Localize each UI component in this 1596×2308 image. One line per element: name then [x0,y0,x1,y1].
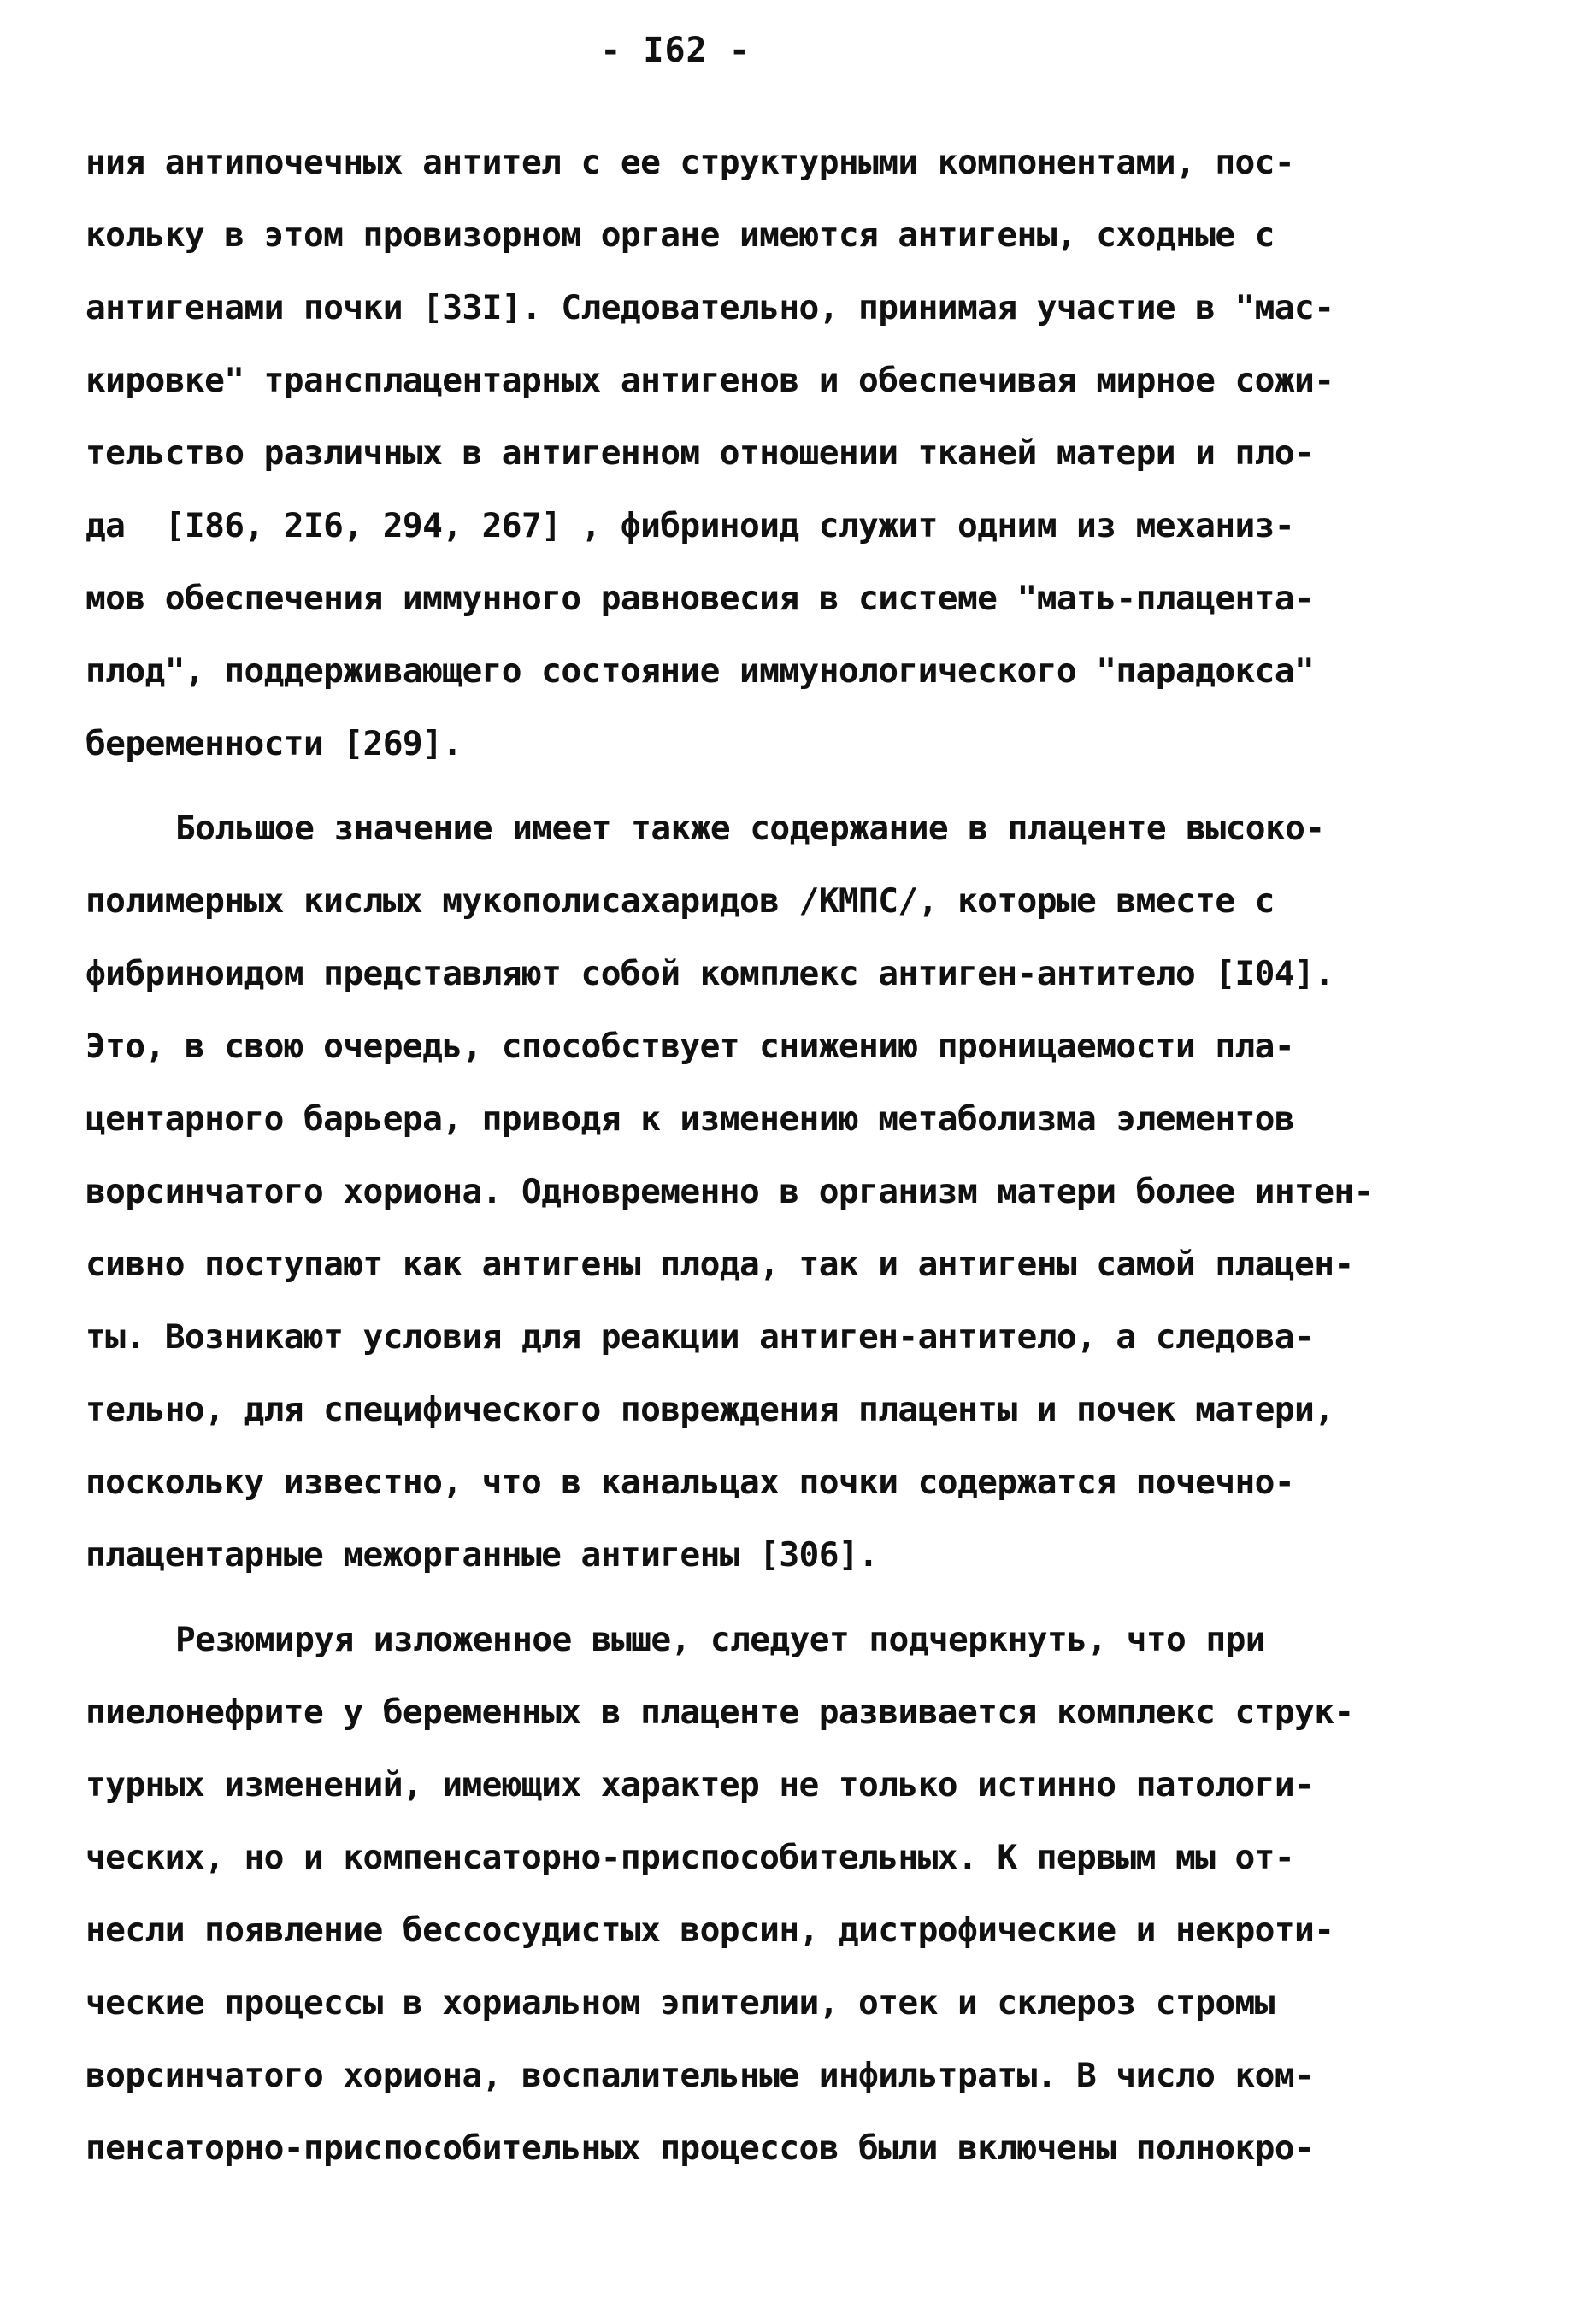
text-line: Резюмируя изложенное выше, следует подчеркнуть, что при [175,1620,1265,1659]
text-line: турных изменений, имеющих характер не только истинно патологи- [85,1765,1315,1805]
text-line: Это, в свою очередь, способствует снижению проницаемости пла- [85,1027,1295,1066]
text-line: антигенами почки [33I]. Следовательно, принимая участие в "мас- [85,288,1334,327]
body-text [85,127,1539,2185]
text-line: ческих, но и компенсаторно-приспособительных. К первым мы от- [85,1838,1295,1877]
text-line: ния антипочечных антител с ее структурными компонентами, пос- [85,143,1295,182]
text-line: сивно поступают как антигены плода, так и антигены самой плацен- [85,1245,1354,1284]
text-line: пиелонефрите у беременных в плаценте развивается комплекс струк- [85,1693,1354,1732]
text-line: ты. Возникают условия для реакции антиген-антитело, а следова- [85,1317,1315,1357]
text-line: плод", поддерживающего состояние иммунологического "парадокса" [85,651,1315,691]
text-line: ворсинчатого хориона. Одновременно в организм матери более интен- [85,1172,1374,1211]
text-line: Большое значение имеет также содержание в плаценте высоко- [175,809,1325,848]
text-line: поскольку известно, что в канальцах почки содержатся почечно- [85,1463,1295,1502]
text-line: кольку в этом провизорном органе имеются антигены, сходные с [85,215,1275,255]
text-line: тельство различных в антигенном отношении тканей матери и пло- [85,433,1315,473]
text-line: тельно, для специфического повреждения плаценты и почек матери, [85,1390,1334,1429]
text-line: ческие процессы в хориальном эпителии, отек и склероз стромы [85,1983,1275,2022]
text-line: мов обеспечения иммунного равновесия в системе "мать-плацента- [85,579,1315,618]
text-line: полимерных кислых мукополисахаридов /КМПС/, которые вместе с [85,881,1275,921]
text-line: беременности [269]. [85,724,462,763]
text-line: фибриноидом представляют собой комплекс антиген-антитело [I04]. [85,954,1334,993]
text-line: центарного барьера, приводя к изменению метаболизма элементов [85,1099,1295,1139]
text-line: да [I86, 2I6, 294, 267] , фибриноид служит одним из механиз- [85,506,1295,545]
page-number: - I62 - [600,31,751,70]
text-line: плацентарные межорганные антигены [306]. [85,1535,879,1575]
text-line: пенсаторно-приспособительных процессов были включены полнокро- [85,2128,1315,2168]
text-line: несли появление бессосудистых ворсин, дистрофические и некроти- [85,1911,1334,1950]
text-line: кировке" трансплацентарных антигенов и обеспечивая мирное сожи- [85,361,1334,400]
text-line: ворсинчатого хориона, воспалительные инфильтраты. В число ком- [85,2056,1315,2095]
